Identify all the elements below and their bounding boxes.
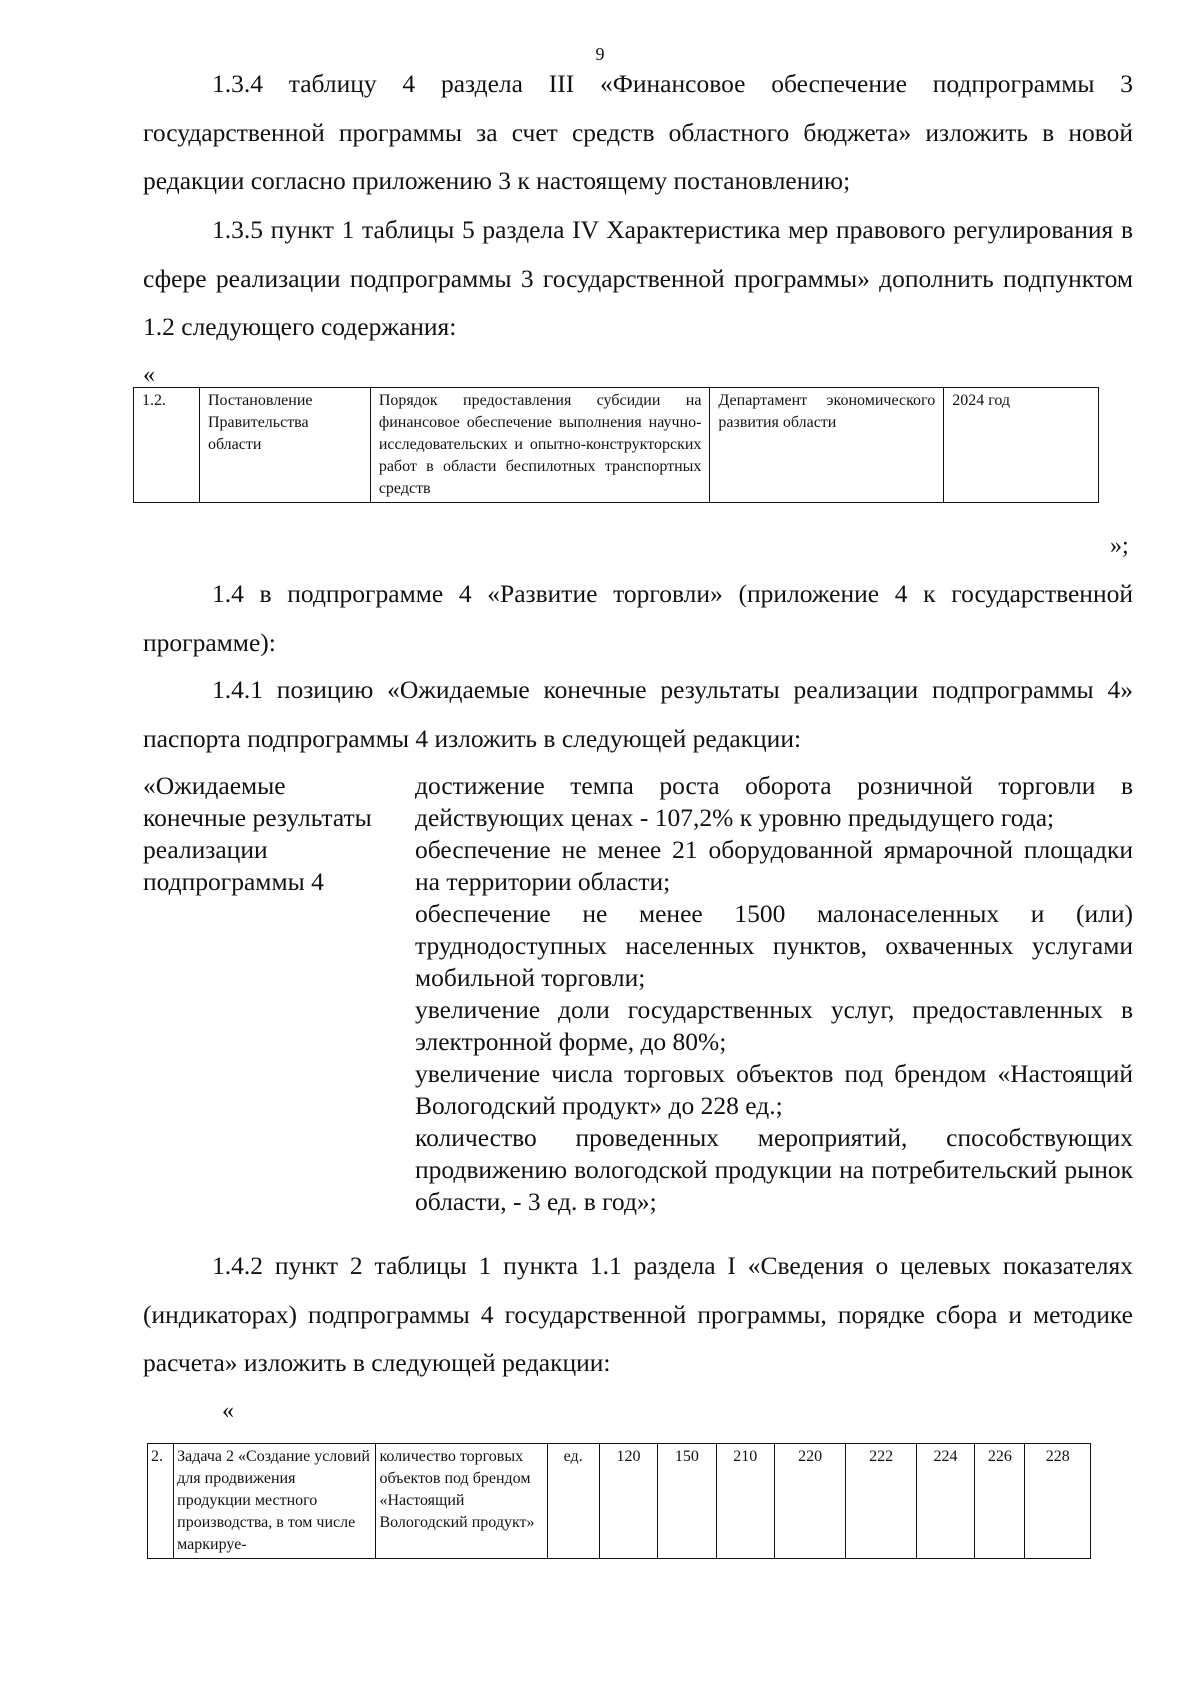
- page-number: 9: [595, 44, 605, 64]
- expected-result-item: количество проведенных мероприятий, способствующих продвижению вологодской продукции на потребительский рынок области, - 3 ед. в год»;: [415, 1123, 1133, 1216]
- paragraph-1-4: 1.4 в подпрограмме 4 «Развитие торговли» (приложение 4 к государственной программе):: [143, 579, 1133, 657]
- legal-regulation-table: [133, 387, 1099, 503]
- table1-open-quote: «: [143, 362, 155, 388]
- task-cell: Задача 2 «Создание условий для продвижения продукции местного производства, в том числе маркируе-: [174, 1444, 376, 1559]
- paragraph-1-4-2: 1.4.2 пункт 2 таблицы 1 пункта 1.1 раздела I «Сведения о целевых показателях (индикаторах) подпрограммы 4 государственной программы, порядке сбора и методике расчета» изложить в следующей редакции:: [143, 1251, 1133, 1377]
- expected-result-item: увеличение доли государственных услуг, предоставленных в электронной форме, до 80%;: [415, 995, 1133, 1056]
- table-row: [134, 388, 1099, 503]
- table1-close-quote: »;: [1110, 533, 1129, 559]
- value-cell: 226: [975, 1444, 1025, 1559]
- passport-position-value: [415, 770, 1133, 1218]
- indicator-cell: количество торговых объектов под брендом «Настоящий Вологодский продукт»: [376, 1444, 547, 1559]
- expected-result-item: увеличение числа торговых объектов под брендом «Настоящий Вологодский продукт» до 228 ед.;: [415, 1059, 1133, 1120]
- value-cell: 220: [774, 1444, 845, 1559]
- expected-result-item: достижение темпа роста оборота розничной торговли в действующих ценах - 107,2% к уровню предыдущего года;: [415, 771, 1133, 832]
- value-cell: 210: [716, 1444, 774, 1559]
- document-title: Порядок предоставления субсидии на финансовое обеспечение выполнения научно-исследовательских и опытно-конструкторских работ в области беспилотных транспортных средств: [370, 388, 710, 503]
- target-indicators-table: [147, 1443, 1091, 1559]
- table-row: [148, 1444, 1091, 1559]
- adoption-year: 2024 год: [944, 388, 1099, 503]
- document-type: Постановление Правительства области: [199, 388, 370, 503]
- paragraph-1-3-5: 1.3.5 пункт 1 таблицы 5 раздела IV Характеристика мер правового регулирования в сфере реализации подпрограммы 3 государственной программы» дополнить подпунктом 1.2 следующего содержания:: [143, 215, 1133, 341]
- paragraph-1-4-1: 1.4.1 позицию «Ожидаемые конечные результаты реализации подпрограммы 4» паспорта подпрограммы 4 изложить в следующей редакции:: [143, 675, 1133, 753]
- paragraph-1-3-4: 1.3.4 таблицу 4 раздела III «Финансовое обеспечение подпрограммы 3 государственной программы за счет средств областного бюджета» изложить в новой редакции согласно приложению 3 к настоящему постановлению;: [143, 69, 1133, 195]
- value-cell: 150: [658, 1444, 716, 1559]
- passport-position-label: «Ожидаемые конечные результаты реализации подпрограммы 4: [143, 771, 372, 896]
- responsible-body: Департамент экономического развития области: [710, 388, 944, 503]
- value-cell: 222: [846, 1444, 916, 1559]
- value-cell: 120: [599, 1444, 657, 1559]
- table2-open-quote: «: [222, 1398, 234, 1424]
- expected-result-item: обеспечение не менее 21 оборудованной ярмарочной площадки на территории области;: [415, 835, 1133, 896]
- expected-result-item: обеспечение не менее 1500 малонаселенных и (или) труднодоступных населенных пунктов, охваченных услугами мобильной торговли;: [415, 899, 1133, 992]
- unit-cell: ед.: [547, 1444, 599, 1559]
- row-number: 2.: [148, 1444, 174, 1559]
- row-number: 1.2.: [134, 388, 200, 503]
- value-cell: 224: [916, 1444, 974, 1559]
- value-cell: 228: [1025, 1444, 1091, 1559]
